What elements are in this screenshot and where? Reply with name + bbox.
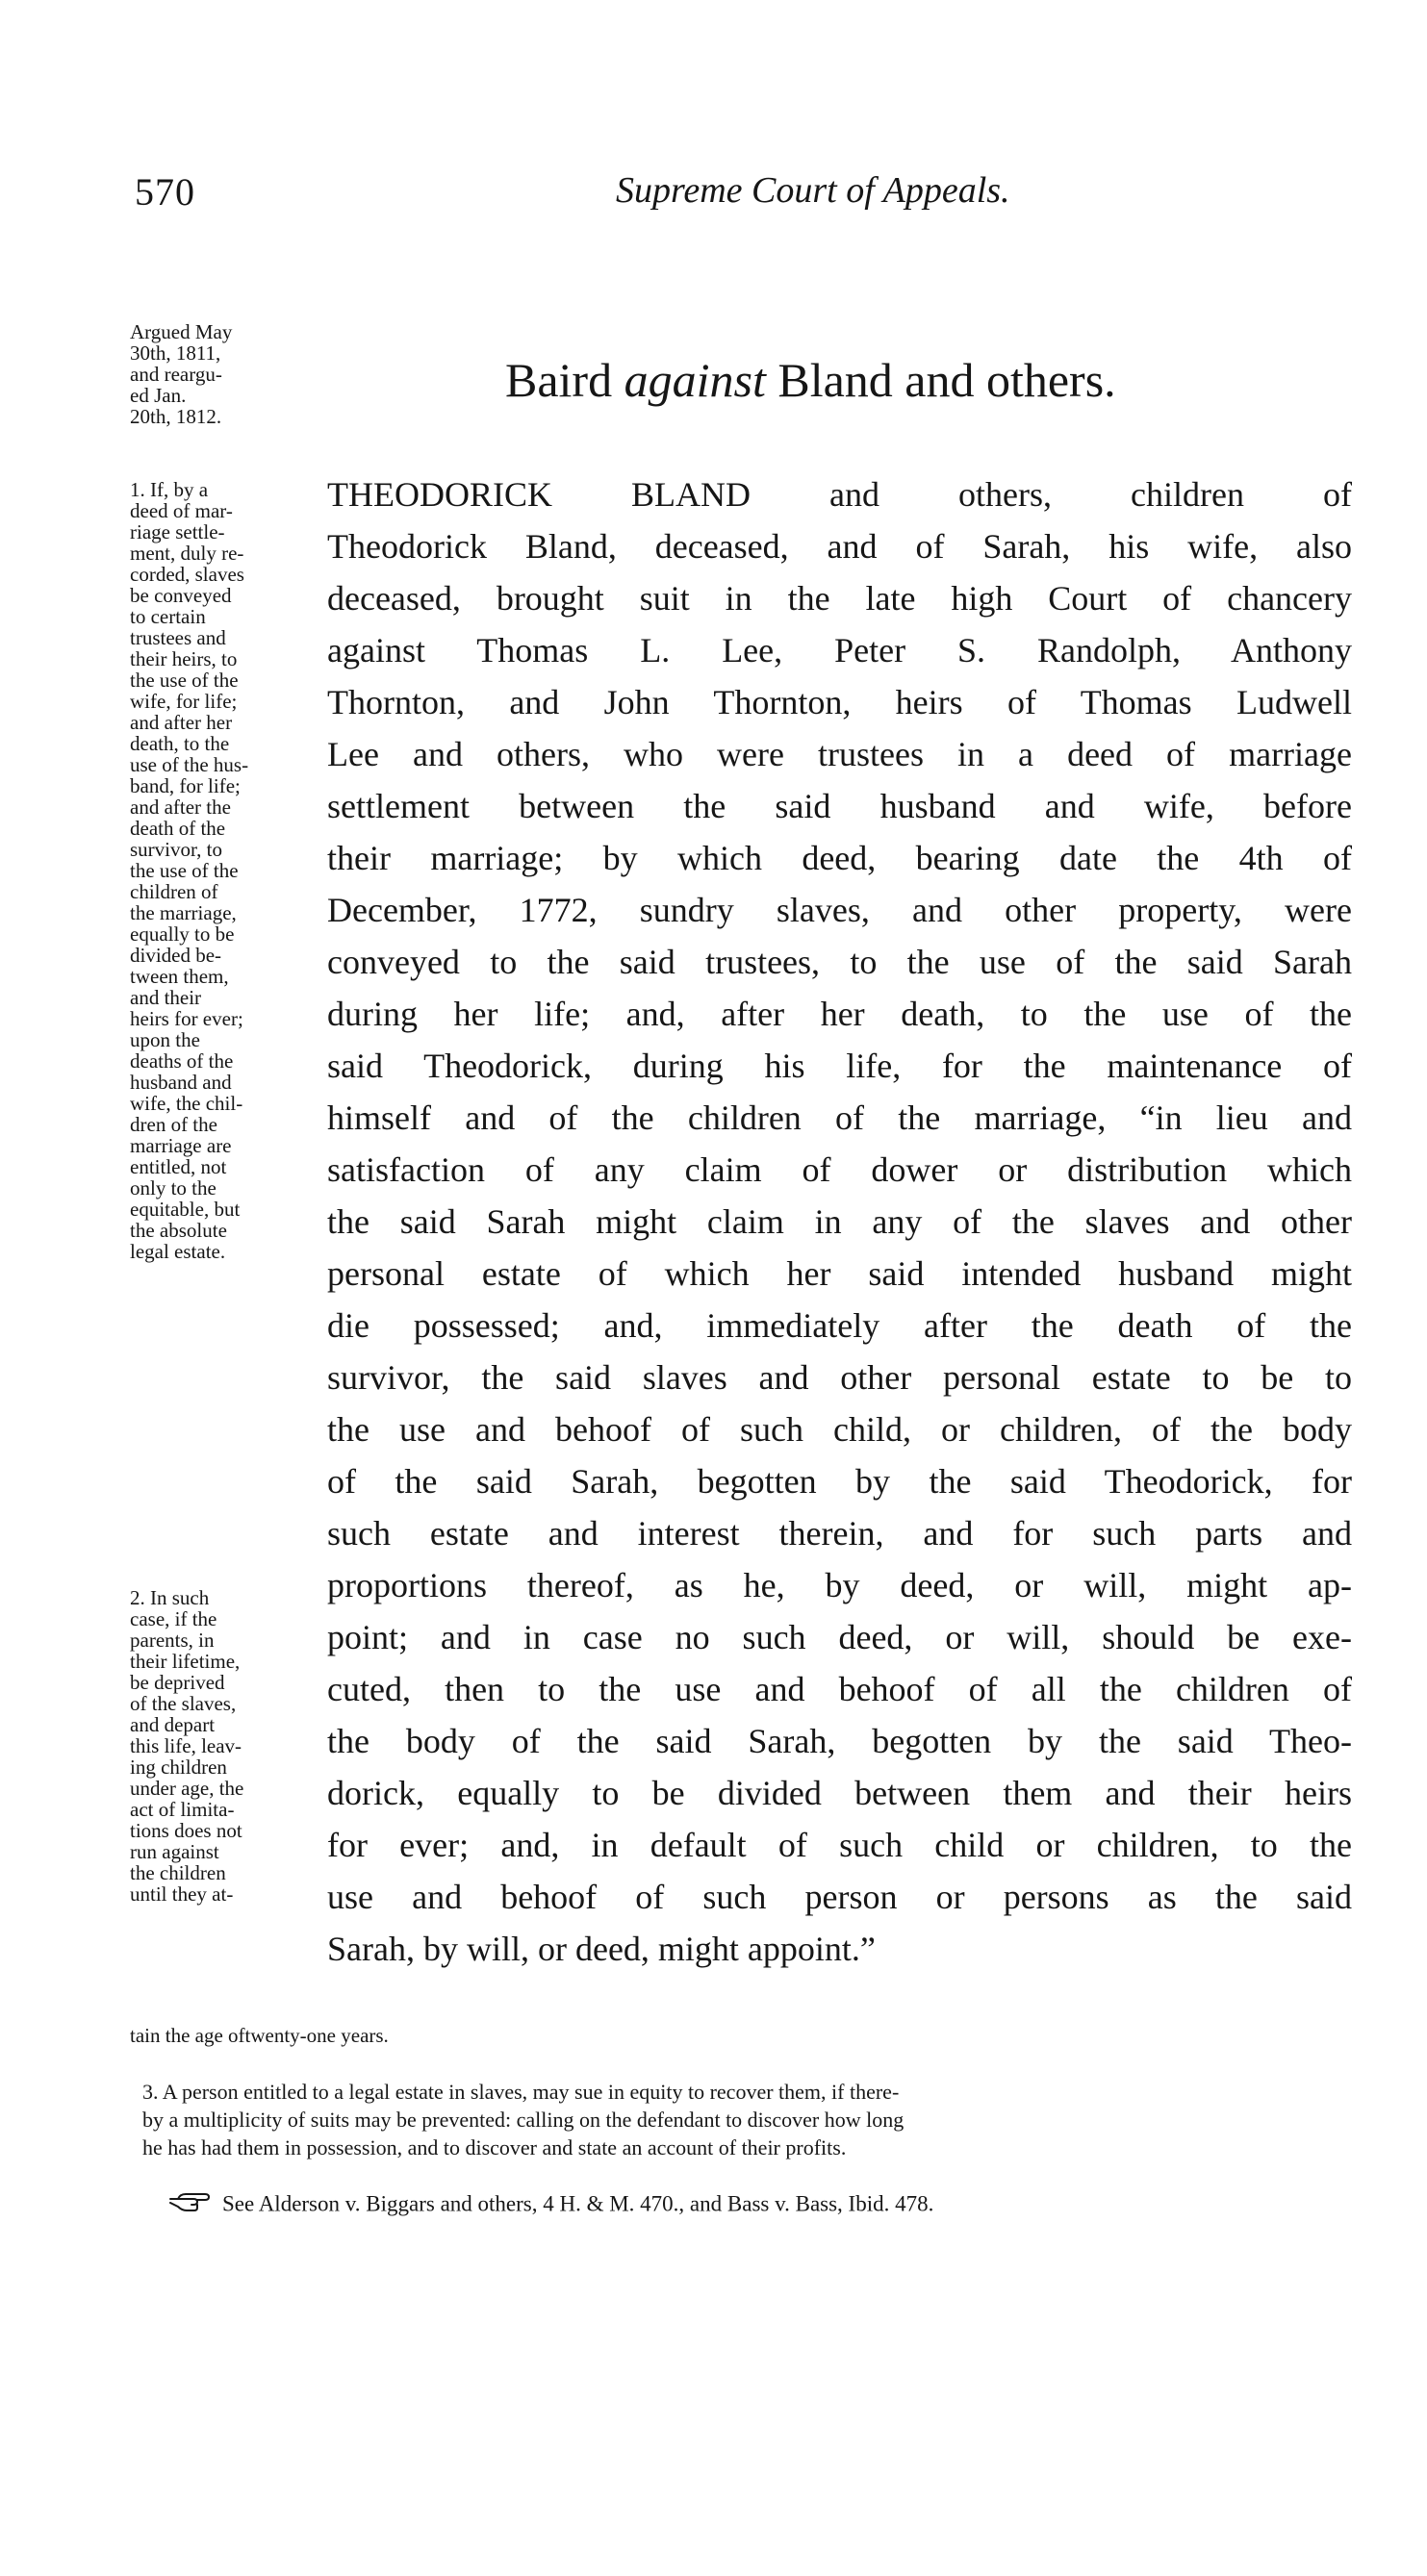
margin-note-line: survivor, to <box>130 838 222 861</box>
body-line: their marriage; by which deed, bearing date the 4th of <box>327 839 1352 877</box>
argued-line: ed Jan. <box>130 384 187 407</box>
margin-note-line: the use of the <box>130 669 239 692</box>
margin-note-line: death of the <box>130 817 226 840</box>
margin-note-line: entitled, not <box>130 1155 227 1178</box>
pointing-hand-icon <box>168 2191 213 2220</box>
margin-note-line: trustees and <box>130 626 226 649</box>
body-line: settlement between the said husband and wife, before <box>327 787 1352 825</box>
footnote-line: by a multiplicity of suits may be prevented: calling on the defendant to discover how long <box>142 2108 905 2132</box>
margin-note-line: the marriage, <box>130 901 237 924</box>
margin-note-line: only to the <box>130 1176 217 1200</box>
margin-note-line: their heirs, to <box>130 647 238 670</box>
margin-note-line: parents, in <box>130 1629 215 1652</box>
margin-note-line: band, for life; <box>130 774 241 797</box>
carry-text: twenty-one years. <box>244 2024 389 2047</box>
margin-note-line: case, if the <box>130 1607 217 1630</box>
body-line: for ever; and, in default of such child or children, to the <box>327 1826 1352 1864</box>
body-paragraph <box>327 468 1352 1975</box>
margin-note-line: their lifetime, <box>130 1650 241 1673</box>
body-line: such estate and interest therein, and for such parts and <box>327 1514 1352 1553</box>
margin-note-line: legal estate. <box>130 1240 226 1263</box>
argued-line: 20th, 1812. <box>130 405 222 428</box>
footnote-line: 3. A person entitled to a legal estate in slaves, may sue in equity to recover them, if there- <box>142 2080 900 2104</box>
margin-note-line: children of <box>130 880 218 903</box>
body-line: cuted, then to the use and behoof of all the children of <box>327 1670 1352 1708</box>
margin-note-line: and after the <box>130 796 231 819</box>
case-plaintiff: Baird <box>505 353 613 407</box>
body-line: during her life; and, after her death, to the use of the <box>327 995 1352 1033</box>
margin-note-line: use of the hus- <box>130 753 249 776</box>
margin-note-line: of the slaves, <box>130 1692 237 1715</box>
margin-note-line: ment, duly re- <box>130 542 244 565</box>
body-line: Theodorick Bland, deceased, and of Sarah, his wife, also <box>327 527 1352 566</box>
body-line: satisfaction of any claim of dower or distribution which <box>327 1150 1352 1189</box>
argued-note <box>130 321 322 427</box>
margin-note-line: death, to the <box>130 732 230 755</box>
body-line: said Theodorick, during his life, for the maintenance of <box>327 1047 1352 1085</box>
body-line: conveyed to the said trustees, to the use of the said Sarah <box>327 943 1352 981</box>
body-line: the body of the said Sarah, begotten by the said Theo- <box>327 1722 1352 1760</box>
margin-note-line: corded, slaves <box>130 563 244 586</box>
see-note <box>168 2191 933 2220</box>
margin-note-1 <box>130 479 322 1262</box>
margin-note-line: and after her <box>130 711 233 734</box>
carry-over-line <box>130 2024 389 2048</box>
running-title: Supreme Court of Appeals. <box>616 170 1010 211</box>
margin-note-line: equitable, but <box>130 1198 241 1221</box>
margin-note-line: tween them, <box>130 965 229 988</box>
margin-note-line: divided be- <box>130 944 222 967</box>
page-number: 570 <box>135 170 195 214</box>
footnote-line: he has had them in possession, and to discover and state an account of their profits. <box>142 2135 847 2159</box>
margin-note-line: the use of the <box>130 859 239 882</box>
body-line: use and behoof of such person or persons as the said <box>327 1878 1352 1916</box>
case-defendant: Bland and others. <box>777 353 1116 407</box>
margin-note-line: until they at- <box>130 1882 234 1906</box>
body-line: dorick, equally to be divided between them and their heirs <box>327 1774 1352 1812</box>
margin-note-line: wife, the chil- <box>130 1092 243 1115</box>
margin-note-line: ing children <box>130 1755 227 1779</box>
margin-note-line: and depart <box>130 1713 216 1736</box>
margin-note-line: the absolute <box>130 1219 227 1242</box>
body-line: the use and behoof of such child, or children, of the body <box>327 1410 1352 1449</box>
body-line: survivor, the said slaves and other personal estate to be to <box>327 1358 1352 1397</box>
margin-note-line: deed of mar- <box>130 499 233 522</box>
case-connector: against <box>624 353 766 407</box>
body-line: Sarah, by will, or deed, might appoint.” <box>327 1930 876 1968</box>
body-line: Lee and others, who were trustees in a deed of marriage <box>327 735 1352 773</box>
body-line: deceased, brought suit in the late high Court of chancery <box>327 579 1352 618</box>
margin-note-line: act of limita- <box>130 1798 235 1821</box>
argued-line: 30th, 1811, <box>130 341 221 365</box>
margin-note-line: run against <box>130 1840 219 1863</box>
margin-note-line: be deprived <box>130 1671 225 1694</box>
footnote-3 <box>142 2078 1355 2161</box>
argued-line: Argued May <box>130 320 233 343</box>
body-line: point; and in case no such deed, or will, should be exe- <box>327 1618 1352 1656</box>
margin-note-line: marriage are <box>130 1134 232 1157</box>
margin-note-line: deaths of the <box>130 1049 234 1073</box>
margin-note-2 <box>130 1587 322 1905</box>
margin-note-line: husband and <box>130 1071 232 1094</box>
margin-note-line: this life, leav- <box>130 1734 242 1757</box>
margin-note-line: wife, for life; <box>130 690 238 713</box>
body-line: December, 1772, sundry slaves, and other property, were <box>327 891 1352 929</box>
margin-note-2-end: tain the age of <box>130 2024 245 2047</box>
argued-line: and reargu- <box>130 363 222 386</box>
body-line: the said Sarah might claim in any of the slaves and other <box>327 1202 1352 1241</box>
see-note-text: See Alderson v. Biggars and others, 4 H. & M. 470., and Bass v. Bass, Ibid. 478. <box>222 2191 934 2216</box>
body-line: Thornton, and John Thornton, heirs of Thomas Ludwell <box>327 683 1352 721</box>
body-line: die possessed; and, immediately after the death of the <box>327 1306 1352 1345</box>
margin-note-line: to certain <box>130 605 206 628</box>
body-line: against Thomas L. Lee, Peter S. Randolph, Anthony <box>327 631 1352 669</box>
body-line: personal estate of which her said intended husband might <box>327 1254 1352 1293</box>
body-line: THEODORICK BLAND and others, children of <box>327 475 1352 514</box>
margin-note-line: the children <box>130 1861 226 1884</box>
margin-note-line: under age, the <box>130 1777 244 1800</box>
margin-note-line: heirs for ever; <box>130 1007 243 1030</box>
body-line: himself and of the children of the marriage, “in lieu and <box>327 1099 1352 1137</box>
margin-note-line: 1. If, by a <box>130 478 209 501</box>
body-line: proportions thereof, as he, by deed, or will, might ap- <box>327 1566 1352 1604</box>
body-line: of the said Sarah, begotten by the said Theodorick, for <box>327 1462 1352 1501</box>
margin-note-line: equally to be <box>130 922 235 946</box>
margin-note-line: 2. In such <box>130 1586 210 1609</box>
margin-note-line: dren of the <box>130 1113 217 1136</box>
case-title <box>505 352 1116 408</box>
margin-note-line: upon the <box>130 1028 200 1051</box>
margin-note-line: tions does not <box>130 1819 242 1842</box>
margin-note-line: riage settle- <box>130 520 225 543</box>
margin-note-line: and their <box>130 986 202 1009</box>
margin-note-line: be conveyed <box>130 584 232 607</box>
